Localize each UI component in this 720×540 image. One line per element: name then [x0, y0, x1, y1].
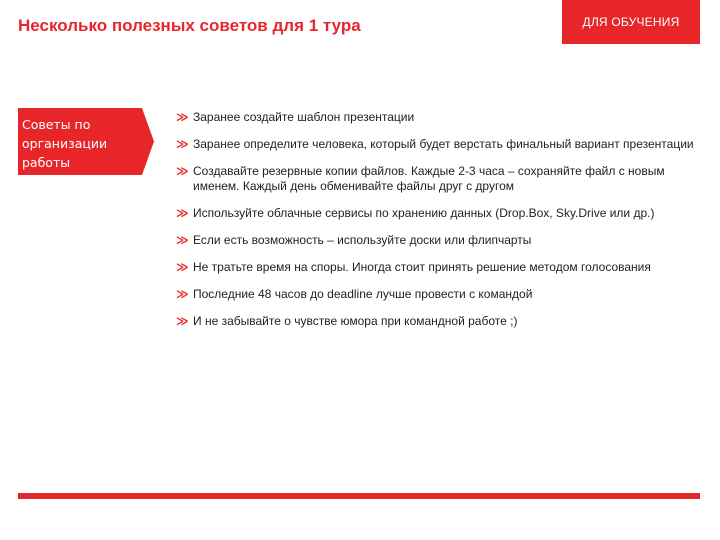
side-panel-label: Советы по организации работы — [22, 117, 108, 170]
tip-item — [176, 233, 696, 248]
category-tag: ДЛЯ ОБУЧЕНИЯ — [562, 0, 700, 44]
tip-item — [176, 110, 696, 125]
double-chevron-bullet-icon: ≫ — [176, 287, 189, 301]
tip-item — [176, 164, 696, 194]
tip-item — [176, 206, 696, 221]
tip-text: Последние 48 часов до deadline лучше провести с командой — [193, 287, 533, 301]
double-chevron-bullet-icon: ≫ — [176, 206, 189, 220]
tip-text: Не тратьте время на споры. Иногда стоит принять решение методом голосования — [193, 260, 651, 274]
tip-text: Если есть возможность – используйте доски или флипчарты — [193, 233, 532, 247]
tip-item — [176, 137, 696, 152]
tips-list — [176, 110, 696, 341]
tip-text: Создавайте резервные копии файлов. Каждые 2-3 часа – сохраняйте файл с новым именем. Каждый день обменивайте файлы друг с другом — [193, 164, 665, 193]
double-chevron-bullet-icon: ≫ — [176, 314, 189, 328]
tip-item — [176, 260, 696, 275]
tip-item — [176, 314, 696, 329]
side-panel — [18, 108, 154, 175]
tip-text: И не забывайте о чувстве юмора при командной работе ;) — [193, 314, 518, 328]
tip-text: Используйте облачные сервисы по хранению данных (Drop.Box, Sky.Drive или др.) — [193, 206, 655, 220]
double-chevron-bullet-icon: ≫ — [176, 260, 189, 274]
double-chevron-bullet-icon: ≫ — [176, 164, 189, 178]
double-chevron-bullet-icon: ≫ — [176, 110, 189, 124]
tip-item — [176, 287, 696, 302]
double-chevron-bullet-icon: ≫ — [176, 233, 189, 247]
double-chevron-bullet-icon: ≫ — [176, 137, 189, 151]
tip-text: Заранее создайте шаблон презентации — [193, 110, 415, 124]
page-title: Несколько полезных советов для 1 тура — [18, 16, 361, 35]
tip-text: Заранее определите человека, который будет верстать финальный вариант презентации — [193, 137, 694, 151]
footer-divider — [18, 493, 700, 499]
